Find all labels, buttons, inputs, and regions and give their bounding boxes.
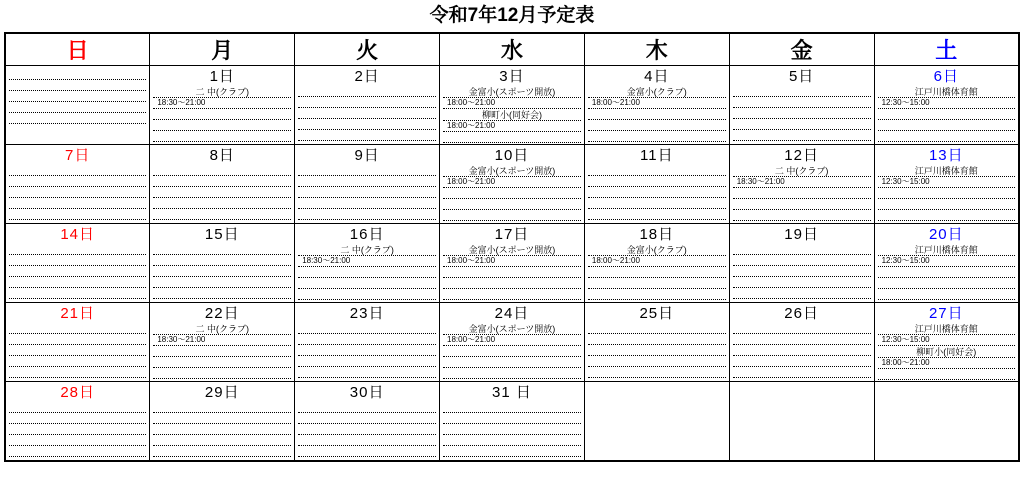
calendar-day-cell[interactable] — [150, 303, 295, 382]
ruled-line — [443, 435, 581, 446]
ruled-line — [733, 277, 871, 288]
event-item[interactable] — [733, 166, 871, 188]
ruled-line — [9, 334, 146, 345]
weekday-header-tuesday: 火 — [295, 33, 440, 66]
day-number: 12日 — [784, 147, 819, 164]
ruled-line — [153, 131, 291, 142]
event-item[interactable] — [153, 87, 291, 109]
ruled-line — [153, 209, 291, 220]
ruled-line — [9, 198, 146, 209]
calendar-day-cell[interactable] — [150, 145, 295, 224]
event-time: 18:00～21:00 — [588, 98, 726, 109]
ruled-line — [588, 345, 726, 356]
day-events — [6, 322, 149, 378]
ruled-line — [153, 266, 291, 277]
calendar-day-cell[interactable] — [440, 303, 585, 382]
ruled-line — [588, 120, 726, 131]
day-number: 18日 — [639, 226, 675, 243]
day-events — [295, 164, 439, 220]
event-item[interactable] — [443, 87, 581, 109]
ruled-line — [878, 210, 1015, 221]
ruled-line — [588, 198, 726, 209]
day-number: 13日 — [928, 147, 964, 164]
calendar-day-cell[interactable] — [729, 224, 874, 303]
ruled-line — [443, 199, 581, 210]
ruled-line — [588, 176, 726, 187]
day-events — [440, 322, 584, 379]
event-time: 18:30～21:00 — [298, 256, 436, 267]
ruled-line — [588, 187, 726, 198]
ruled-line — [878, 188, 1015, 199]
ruled-line — [733, 86, 871, 97]
ruled-line — [733, 130, 871, 141]
ruled-line — [9, 165, 146, 176]
event-item[interactable] — [878, 324, 1015, 346]
event-item[interactable] — [588, 87, 726, 109]
day-events — [875, 322, 1018, 380]
event-time: 18:00～21:00 — [443, 121, 581, 132]
day-number: 5日 — [788, 68, 815, 85]
ruled-line — [298, 323, 436, 334]
ruled-line — [298, 165, 436, 176]
ruled-line — [298, 424, 436, 435]
ruled-line — [733, 188, 871, 199]
ruled-line — [153, 255, 291, 266]
ruled-line — [443, 267, 581, 278]
ruled-line — [9, 69, 146, 80]
ruled-line — [153, 424, 291, 435]
ruled-line — [9, 413, 146, 424]
ruled-line — [878, 267, 1015, 278]
calendar-day-cell[interactable] — [584, 66, 729, 145]
event-item[interactable] — [153, 324, 291, 346]
ruled-line — [298, 334, 436, 345]
event-name: 金富小(クラブ) — [588, 87, 726, 98]
ruled-line — [733, 244, 871, 255]
ruled-line — [878, 199, 1015, 210]
calendar-day-cell[interactable] — [295, 382, 440, 462]
day-events — [585, 164, 729, 220]
ruled-line — [588, 334, 726, 345]
ruled-line — [153, 413, 291, 424]
ruled-line — [588, 131, 726, 142]
day-number: 6日 — [933, 68, 959, 85]
day-events — [585, 85, 729, 142]
ruled-line — [9, 187, 146, 198]
event-time: 12:30～15:00 — [878, 177, 1015, 188]
ruled-line — [298, 345, 436, 356]
calendar-day-cell[interactable] — [295, 303, 440, 382]
day-events — [6, 164, 149, 220]
event-time: 12:30～15:00 — [878, 98, 1015, 109]
ruled-line — [443, 368, 581, 379]
ruled-line — [588, 289, 726, 300]
calendar-cell-empty — [874, 382, 1019, 462]
event-name: 江戸川橋体育館 — [878, 166, 1015, 177]
event-name: 二 中(クラブ) — [153, 324, 291, 335]
event-time: 18:00～21:00 — [443, 177, 581, 188]
calendar-day-cell[interactable] — [440, 224, 585, 303]
day-events — [6, 401, 149, 457]
ruled-line — [298, 435, 436, 446]
event-name: 二 中(クラブ) — [153, 87, 291, 98]
ruled-line — [443, 413, 581, 424]
ruled-line — [443, 402, 581, 413]
day-number: 3日 — [499, 68, 525, 85]
event-time: 12:30～15:00 — [878, 256, 1015, 267]
calendar-week-row — [5, 303, 1019, 382]
ruled-line — [298, 209, 436, 220]
ruled-line — [298, 367, 436, 378]
weekday-header-wednesday: 水 — [440, 33, 585, 66]
event-name: 金富小(クラブ) — [588, 245, 726, 256]
event-time: 18:00～21:00 — [588, 256, 726, 267]
weekday-header-sunday: 日 — [5, 33, 150, 66]
ruled-line — [298, 86, 436, 97]
calendar-day-cell[interactable] — [874, 303, 1019, 382]
day-number: 29日 — [204, 384, 240, 401]
page-title: 令和7年12月予定表 — [429, 5, 595, 26]
ruled-line — [733, 334, 871, 345]
ruled-line — [9, 446, 146, 457]
calendar-day-cell[interactable] — [729, 66, 874, 145]
day-number: 27日 — [928, 305, 964, 322]
day-number: 25日 — [639, 305, 675, 322]
ruled-line — [9, 176, 146, 187]
event-name: 二 中(クラブ) — [733, 166, 871, 177]
event-name: 金富小(スポーツ開放) — [443, 87, 581, 98]
ruled-line — [153, 368, 291, 379]
calendar-day-cell[interactable] — [584, 303, 729, 382]
event-item[interactable] — [443, 110, 581, 132]
ruled-line — [443, 132, 581, 143]
day-events — [730, 243, 874, 299]
ruled-line — [588, 209, 726, 220]
ruled-line — [443, 210, 581, 221]
ruled-line — [153, 187, 291, 198]
ruled-line — [298, 198, 436, 209]
day-events — [440, 164, 584, 221]
ruled-line — [733, 266, 871, 277]
ruled-line — [9, 113, 146, 124]
day-events — [295, 85, 439, 141]
day-number: 24日 — [494, 305, 530, 322]
event-item[interactable] — [443, 324, 581, 346]
calendar-day-cell[interactable] — [5, 303, 150, 382]
ruled-line — [443, 278, 581, 289]
calendar-day-cell[interactable] — [295, 66, 440, 145]
day-number: 30日 — [349, 384, 385, 401]
event-name: 江戸川橋体育館 — [878, 324, 1015, 335]
ruled-line — [9, 102, 146, 113]
day-number: 17日 — [494, 226, 530, 243]
event-item[interactable] — [443, 166, 581, 188]
day-events — [730, 164, 874, 221]
day-events — [440, 243, 584, 300]
day-events — [295, 322, 439, 378]
day-number: 20日 — [928, 226, 964, 243]
day-events — [585, 243, 729, 300]
weekday-header-friday: 金 — [729, 33, 874, 66]
ruled-line — [298, 108, 436, 119]
ruled-line — [298, 356, 436, 367]
event-name: 江戸川橋体育館 — [878, 87, 1015, 98]
ruled-line — [153, 357, 291, 368]
calendar-day-cell[interactable] — [150, 66, 295, 145]
event-time: 18:30～21:00 — [153, 98, 291, 109]
ruled-line — [588, 356, 726, 367]
calendar-week-row — [5, 224, 1019, 303]
event-item[interactable] — [878, 87, 1015, 109]
ruled-line — [588, 267, 726, 278]
ruled-line — [153, 346, 291, 357]
ruled-line — [9, 356, 146, 367]
ruled-line — [298, 187, 436, 198]
calendar-day-cell[interactable] — [729, 145, 874, 224]
ruled-line — [878, 278, 1015, 289]
ruled-line — [153, 120, 291, 131]
weekday-header-monday: 月 — [150, 33, 295, 66]
event-name: 金富小(スポーツ開放) — [443, 245, 581, 256]
ruled-line — [9, 209, 146, 220]
ruled-line — [153, 288, 291, 299]
ruled-line — [878, 369, 1015, 380]
day-number: 31 日 — [492, 384, 532, 401]
ruled-line — [9, 345, 146, 356]
ruled-line — [153, 435, 291, 446]
ruled-line — [878, 120, 1015, 131]
event-time: 12:30～15:00 — [878, 335, 1015, 346]
ruled-line — [588, 109, 726, 120]
day-events — [730, 85, 874, 141]
day-number: 14日 — [60, 226, 96, 243]
calendar-day-cell[interactable] — [5, 66, 150, 145]
ruled-line — [733, 210, 871, 221]
event-item[interactable] — [878, 166, 1015, 188]
event-name: 江戸川橋体育館 — [878, 245, 1015, 256]
calendar-day-cell[interactable] — [5, 224, 150, 303]
ruled-line — [9, 402, 146, 413]
day-events — [730, 322, 874, 378]
calendar-day-cell[interactable] — [295, 145, 440, 224]
weekday-header-saturday: 土 — [874, 33, 1019, 66]
ruled-line — [298, 446, 436, 457]
day-events — [150, 85, 294, 142]
ruled-line — [298, 289, 436, 300]
day-events — [150, 164, 294, 220]
ruled-line — [153, 402, 291, 413]
ruled-line — [9, 424, 146, 435]
event-time: 18:00～21:00 — [443, 335, 581, 346]
ruled-line — [9, 255, 146, 266]
ruled-line — [588, 165, 726, 176]
day-number: 9日 — [354, 147, 380, 164]
ruled-line — [443, 289, 581, 300]
event-time: 18:00～21:00 — [443, 256, 581, 267]
event-name: 金富小(スポーツ開放) — [443, 166, 581, 177]
event-name: 柳町小(同好会) — [878, 347, 1015, 358]
ruled-line — [153, 198, 291, 209]
ruled-line — [9, 277, 146, 288]
event-item[interactable] — [588, 245, 726, 267]
day-number: 2日 — [354, 68, 380, 85]
calendar-week-row — [5, 382, 1019, 462]
weekday-header-thursday: 木 — [584, 33, 729, 66]
day-number: 28日 — [60, 384, 96, 401]
ruled-line — [9, 80, 146, 91]
ruled-line — [153, 176, 291, 187]
ruled-line — [733, 367, 871, 378]
day-events — [6, 68, 149, 124]
calendar-week-row — [5, 145, 1019, 224]
event-time: 18:00～21:00 — [878, 358, 1015, 369]
day-events — [150, 243, 294, 299]
ruled-line — [298, 267, 436, 278]
day-events — [150, 322, 294, 379]
ruled-line — [733, 97, 871, 108]
day-number: 22日 — [204, 305, 240, 322]
event-item[interactable] — [443, 245, 581, 267]
ruled-line — [153, 277, 291, 288]
calendar-day-cell[interactable] — [5, 145, 150, 224]
event-item[interactable] — [298, 245, 436, 267]
event-time: 18:00～21:00 — [443, 98, 581, 109]
ruled-line — [588, 323, 726, 334]
day-number: 11日 — [640, 147, 674, 164]
ruled-line — [9, 266, 146, 277]
ruled-line — [588, 278, 726, 289]
day-number: 4日 — [644, 68, 670, 85]
ruled-line — [9, 435, 146, 446]
event-name: 二 中(クラブ) — [298, 245, 436, 256]
day-events — [875, 164, 1018, 221]
ruled-line — [9, 91, 146, 102]
ruled-line — [9, 288, 146, 299]
ruled-line — [298, 278, 436, 289]
ruled-line — [298, 130, 436, 141]
calendar-week-row — [5, 66, 1019, 145]
day-number: 10日 — [494, 147, 530, 164]
day-number: 21日 — [60, 305, 96, 322]
ruled-line — [443, 188, 581, 199]
calendar-cell-empty — [584, 382, 729, 462]
ruled-line — [733, 199, 871, 210]
ruled-line — [9, 244, 146, 255]
calendar-day-cell[interactable] — [150, 382, 295, 462]
ruled-line — [298, 119, 436, 130]
ruled-line — [878, 289, 1015, 300]
weekday-header-row — [5, 33, 1019, 66]
calendar-day-cell[interactable] — [729, 303, 874, 382]
day-number: 19日 — [784, 226, 819, 243]
ruled-line — [588, 367, 726, 378]
day-events — [6, 243, 149, 299]
event-name: 金富小(スポーツ開放) — [443, 324, 581, 335]
calendar-day-cell[interactable] — [295, 224, 440, 303]
event-time: 18:30～21:00 — [153, 335, 291, 346]
ruled-line — [443, 346, 581, 357]
day-events — [295, 243, 439, 300]
ruled-line — [298, 176, 436, 187]
day-number: 26日 — [784, 305, 819, 322]
ruled-line — [733, 288, 871, 299]
day-events — [295, 401, 439, 457]
calendar-day-cell[interactable] — [5, 382, 150, 462]
ruled-line — [153, 446, 291, 457]
day-events — [875, 85, 1018, 142]
ruled-line — [153, 109, 291, 120]
ruled-line — [298, 402, 436, 413]
day-events — [150, 401, 294, 457]
day-events — [585, 322, 729, 378]
calendar-day-cell[interactable] — [874, 66, 1019, 145]
event-item[interactable] — [878, 347, 1015, 369]
calendar-table — [4, 32, 1020, 462]
event-time: 18:30～21:00 — [733, 177, 871, 188]
calendar-day-cell[interactable] — [440, 145, 585, 224]
ruled-line — [443, 446, 581, 457]
calendar-day-cell[interactable] — [584, 145, 729, 224]
ruled-line — [878, 109, 1015, 120]
ruled-line — [153, 244, 291, 255]
ruled-line — [9, 367, 146, 378]
ruled-line — [878, 131, 1015, 142]
ruled-line — [733, 255, 871, 266]
event-name: 柳町小(同好会) — [443, 110, 581, 121]
ruled-line — [443, 357, 581, 368]
event-item[interactable] — [878, 245, 1015, 267]
calendar-day-cell[interactable] — [874, 145, 1019, 224]
ruled-line — [443, 424, 581, 435]
calendar-day-cell[interactable] — [150, 224, 295, 303]
calendar-day-cell[interactable] — [874, 224, 1019, 303]
day-number: 1日 — [209, 68, 235, 85]
day-events — [440, 401, 584, 457]
ruled-line — [733, 108, 871, 119]
calendar-day-cell[interactable] — [440, 382, 585, 462]
calendar-day-cell[interactable] — [584, 224, 729, 303]
ruled-line — [733, 345, 871, 356]
day-number: 8日 — [209, 147, 235, 164]
ruled-line — [733, 323, 871, 334]
calendar-cell-empty — [729, 382, 874, 462]
day-number: 23日 — [349, 305, 385, 322]
ruled-line — [298, 97, 436, 108]
ruled-line — [733, 119, 871, 130]
ruled-line — [733, 356, 871, 367]
day-number: 16日 — [349, 226, 385, 243]
day-number: 7日 — [65, 147, 91, 164]
day-events — [440, 85, 584, 143]
ruled-line — [298, 413, 436, 424]
ruled-line — [153, 165, 291, 176]
day-events — [875, 243, 1018, 300]
day-number: 15日 — [204, 226, 240, 243]
ruled-line — [9, 323, 146, 334]
calendar-day-cell[interactable] — [440, 66, 585, 145]
calendar-body — [5, 66, 1019, 462]
